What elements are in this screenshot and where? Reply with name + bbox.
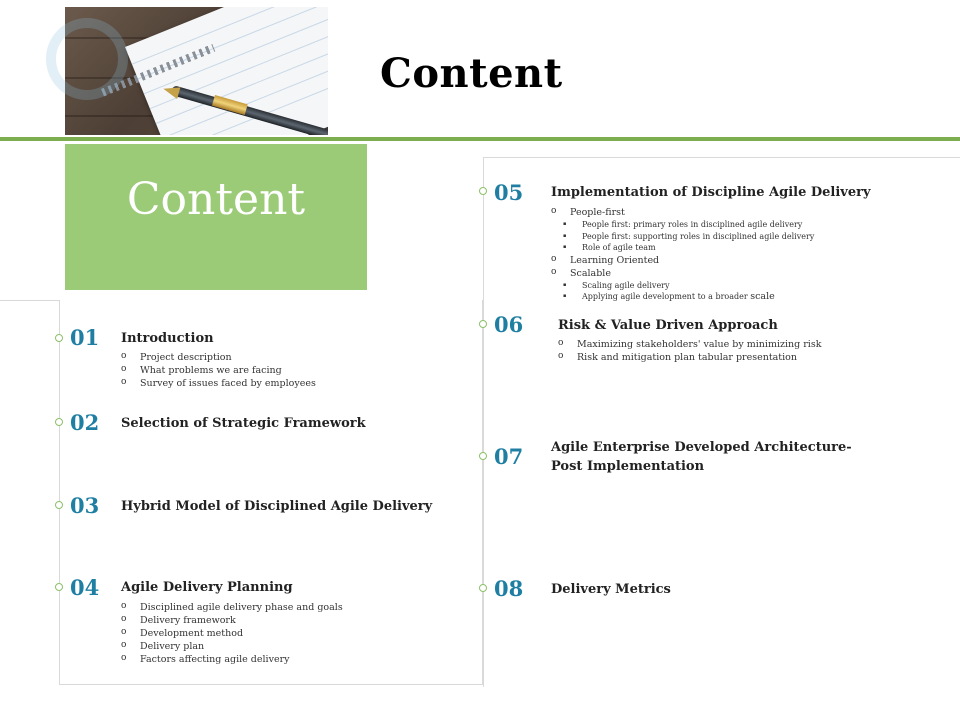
sub-bullet: ▪ People first: supporting roles in disciplined agile delivery [551, 231, 814, 243]
sub-bullet: ▪ Role of agile team [551, 242, 814, 254]
circle-bullet-icon [55, 334, 63, 342]
circle-bullet-icon [479, 452, 487, 460]
circle-bullet-icon [479, 320, 487, 328]
sub-item: o Development method [121, 627, 343, 640]
sub-item: o Project description [121, 351, 316, 364]
sub-item: o Maximizing stakeholders' value by minimizing risk [558, 338, 821, 351]
sub-item: o Learning Oriented [551, 254, 814, 267]
item-heading: Hybrid Model of Disciplined Agile Delivery [121, 499, 433, 514]
circle-bullet-icon [479, 187, 487, 195]
item-number: 06 [494, 312, 524, 337]
sub-item: o Factors affecting agile delivery [121, 653, 343, 666]
item-heading: Implementation of Discipline Agile Delivery [551, 185, 871, 200]
item-heading: Risk & Value Driven Approach [558, 318, 778, 333]
content-label: Content [126, 174, 306, 225]
item-heading: Introduction [121, 331, 214, 346]
item-number: 01 [70, 325, 100, 350]
sub-item: o People-first [551, 206, 814, 219]
header-divider [0, 137, 960, 141]
sub-item: o Delivery framework [121, 614, 343, 627]
item-sublist [551, 206, 814, 303]
item-heading-line-2: Post Implementation [551, 459, 705, 474]
sub-bullet: ▪ People first: primary roles in disciplined agile delivery [551, 219, 814, 231]
item-heading: Agile Delivery Planning [121, 580, 293, 595]
item-number: 03 [70, 493, 100, 518]
item-number: 02 [70, 410, 100, 435]
sub-item: o Survey of issues faced by employees [121, 377, 316, 390]
sub-bullet-text-end: scale [750, 291, 775, 302]
circle-bullet-icon [55, 418, 63, 426]
page-title: Content [380, 50, 563, 97]
sub-bullet-text: Applying agile development to a broader [582, 292, 751, 301]
left-panel-top-line [0, 300, 60, 301]
item-heading: Selection of Strategic Framework [121, 416, 366, 431]
sub-item: o Scalable [551, 267, 814, 280]
sub-item: o Delivery plan [121, 640, 343, 653]
item-sublist [121, 601, 343, 666]
circle-bullet-icon [479, 584, 487, 592]
decorative-ring [46, 18, 128, 100]
sub-item: o Disciplined agile delivery phase and goals [121, 601, 343, 614]
item-sublist [558, 338, 821, 364]
content-label-box [65, 144, 367, 290]
sub-bullet [551, 291, 814, 303]
sub-bullet: ▪ Scaling agile delivery [551, 280, 814, 292]
item-number: 05 [494, 180, 524, 205]
sub-item: o Risk and mitigation plan tabular presentation [558, 351, 821, 364]
item-number: 08 [494, 576, 524, 601]
circle-bullet-icon [55, 583, 63, 591]
item-sublist [121, 351, 316, 390]
item-heading-line-1: Agile Enterprise Developed Architecture- [551, 440, 852, 455]
item-number: 04 [70, 575, 100, 600]
item-number: 07 [494, 444, 524, 469]
sub-item: o What problems we are facing [121, 364, 316, 377]
circle-bullet-icon [55, 501, 63, 509]
item-heading: Delivery Metrics [551, 582, 671, 597]
